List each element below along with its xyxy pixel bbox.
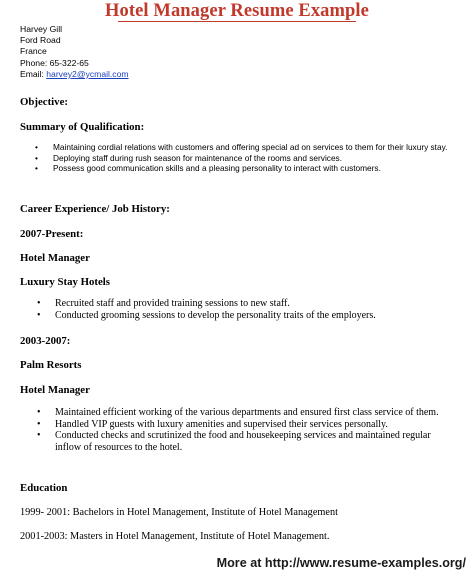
contact-block [20,24,129,80]
job1-duty-text: Conducted grooming sessions to develop the personality traits of the employers. [55,309,376,321]
job2-duty [20,430,440,453]
bullet-icon: • [37,418,41,430]
summary-item-text: Possess good communication skills and a pleasing personality to interact with customers. [53,163,381,174]
bullet-icon: • [35,142,38,152]
summary-heading: Summary of Qualification: [20,121,145,133]
job2-duty [20,419,440,431]
summary-item [20,163,460,174]
page-title: Hotel Manager Resume Example [105,1,369,21]
education-entry: 1999- 2001: Bachelors in Hotel Management, Institute of Hotel Management [20,507,338,518]
job2-duties [20,407,440,453]
job1-duty-text: Recruited staff and provided training sessions to new staff. [55,298,290,309]
job2-duty-text: Conducted checks and scrutinized the food and housekeeping services and maintained regular inflow of resources to the hotel. [55,430,431,453]
job2-duty-text: Maintained efficient working of the various departments and ensured first class service of them. [55,407,439,418]
job1-role: Hotel Manager [20,252,90,264]
job1-duties [20,298,460,321]
job2-company: Palm Resorts [20,359,82,371]
job2-duty [20,407,440,419]
job2-period: 2003-2007: [20,335,71,347]
summary-item [20,142,460,153]
bullet-icon: • [37,430,41,442]
more-at-link[interactable]: More at http://www.resume-examples.org/ [216,556,466,570]
summary-item-text: Deploying staff during rush season for maintenance of the rooms and services. [53,152,343,163]
bullet-icon: • [37,298,41,309]
contact-email-label: Email: [20,68,47,79]
contact-email-link[interactable]: harvey2@ycmail.com [46,68,129,79]
contact-phone: Phone: 65-322-65 [20,57,89,68]
contact-name: Harvey Gill [20,24,63,34]
contact-email-line [20,69,129,80]
contact-address: Ford Road [20,35,61,46]
job2-duty-text: Handled VIP guests with luxury amenities and supervised their services personally. [55,418,388,430]
bullet-icon: • [37,407,41,418]
objective-heading: Objective: [20,96,68,108]
education-heading: Education [20,482,68,494]
job1-duty [20,310,460,322]
career-heading: Career Experience/ Job History: [20,203,170,215]
bullet-icon: • [35,152,38,163]
job1-company: Luxury Stay Hotels [20,276,110,288]
job2-role: Hotel Manager [20,384,90,396]
title-underline [118,21,356,22]
job1-duty [20,298,460,310]
summary-item-text: Maintaining cordial relations with customers and offering special ad on services to them for their luxury stay. [53,142,448,152]
summary-item [20,153,460,164]
contact-country: France [20,46,47,57]
job1-period: 2007-Present: [20,228,84,240]
summary-list [20,142,460,174]
bullet-icon: • [37,309,41,321]
education-entry: 2001-2003: Masters in Hotel Management, Institute of Hotel Management. [20,531,330,542]
bullet-icon: • [35,163,38,174]
